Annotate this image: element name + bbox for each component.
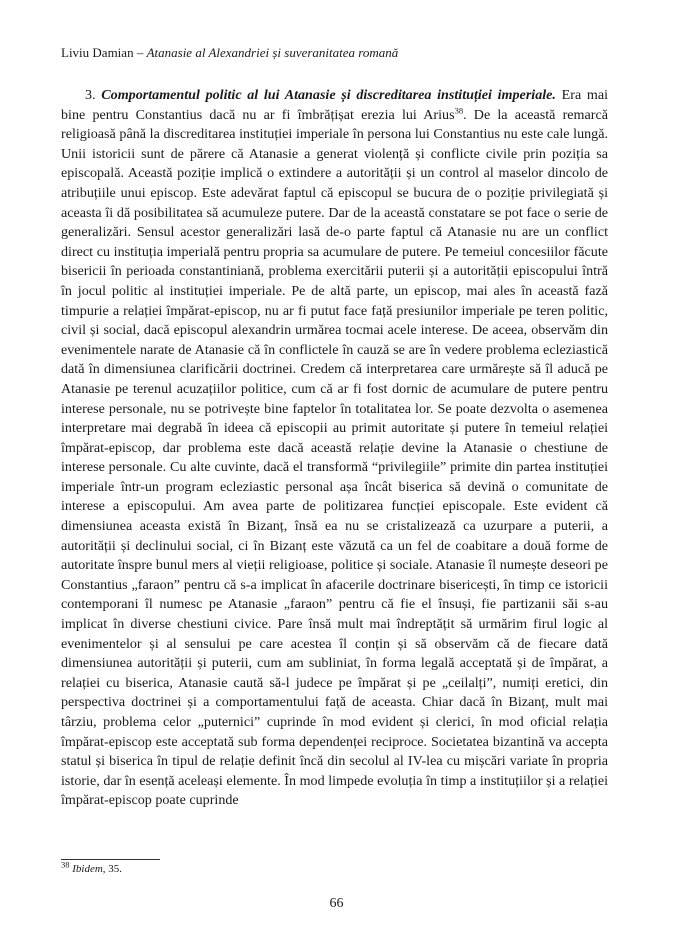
footnote-number: 38 <box>61 859 70 870</box>
footnote-reference[interactable]: 38 <box>454 104 464 115</box>
footnote <box>61 859 123 876</box>
section-paragraph <box>61 86 608 811</box>
paragraph-text-rest: . De la această remarcă religioasă până la discreditarea instituției imperiale în persona lui Constantius nu este cale lungă. Unii istoricii sunt de părere că Atanasie a generat violență și conflicte civile prin poziția sa episcopală. Această poziție implică o extindere a autorității și un control al maselor dincolo de atribuțiile unui episcop. Este adevărat faptul că episcopul se bucura de o poziție privilegiată și aceasta îi dă posibilitatea să acumuleze putere. Dar de la această constatare se pot face o serie de generalizări. Sensul acestor generalizări lasă de-o parte faptul că Atanasie nu are un conflict direct cu instituția imperială pentru propria sa acumulare de putere. Pe temeiul concesiilor făcute bisericii în perioada constantiniană, problema exercitării puterii și a autorității episcopului întră în jocul politic al instituției imperiale. Pe de altă parte, un episcop, mai ales în această fază timpurie a relației împărat-episcop, nu ar fi putut face față presiunilor imperiale pe teren politic, civil și social, dacă episcopul alexandrin urmărea tocmai acele interese. De aceea, observăm din evenimentele narate de Atanasie că în conflictele în cauză se are în vedere problema ecleziastică dată în dimensiunea clarificării doctrinei. Credem că interpretarea care urmărește să îl aducă pe Atanasie pe terenul acuzațiilor politice, cum că ar fi fost dornic de acumulare de putere pentru interese personale, nu se potrivește bine faptelor în totalitatea lor. Se poate dezvolta o asemenea interpretare mai degrabă în ideea că episcopii au primit autoritate și putere în temeiul relației împărat-episcop, dar problema este dacă această relație devine la Atanasie o chestiune de interese personale. Cu alte cuvinte, dacă el transformă “privilegiile” primite din partea instituției imperiale într-un program ecleziastic personal așa încât biserica să devină o comunitate de interese a episcopului. Am avea parte de politizarea funcției episcopale. Este evident că dimensiunea aceasta există în Bizanț, însă ea nu se cristalizează ca uzurpare a puterii, a autorității și declinului social, ci în Bizanț este văzută ca un fel de coabitare a două forme de autoritate înspre bunul mers al vieții religioase, politice și sociale. Atanasie îl numește deseori pe Constantius „faraon” pentru că s-a implicat în afacerile doctrinare bisericești, în timp ce istoricii contemporani îl numesc pe Atanasie „faraon” pentru că fie el însuși, fie partizanii săi s-au implicat în diverse chestiuni civice. Pare însă mult mai îndreptățit să urmărim firul logic al evenimentelor și al sensului pe care acestea îl conțin și să observăm că de fiecare dată dimensiunea autorității și puterii, cum am subliniat, în forma legală acceptată și de împărat, a relației cu biserica, Atanasie caută să-l judece pe împărat și pe „ceilalți”, numiți eretici, din perspectiva doctrinei și a comportamentului față de aceasta. Chiar dacă în Bizanț, mult mai târziu, problema celor „puternici” cuprinde în mod evident și clerici, în mod oficial relația împărat-episcop este acceptată sub forma dependenței reciproce. Societatea bizantină va accepta statul și biserica în tipul de relație definit încă din secolul al IV-lea cu mișcări variate în propria istorie, dar în esență aceleași elemente. În mod limpede evoluția în timp a instituțiilor și a relației împărat-episcop poate cuprinde <box>61 106 608 809</box>
main-text <box>61 86 608 811</box>
header-book-title: Atanasie al Alexandriei și suveranitatea romană <box>146 45 399 60</box>
running-header <box>61 44 621 62</box>
section-title: Comportamentul politic al lui Atanasie și discreditarea instituției imperiale. <box>101 87 556 103</box>
paragraph-text-start: Era mai bine pentru Constantius dacă nu ar fi îmbrățișat erezia lui Arius <box>61 87 608 123</box>
footnote-divider <box>61 859 160 860</box>
footnote-text: , 35. <box>102 863 123 875</box>
page-number: 66 <box>329 896 344 911</box>
section-number: 3. <box>85 87 96 103</box>
header-author: Liviu Damian – <box>61 45 144 60</box>
footnote-ibidem: Ibidem <box>72 863 103 875</box>
